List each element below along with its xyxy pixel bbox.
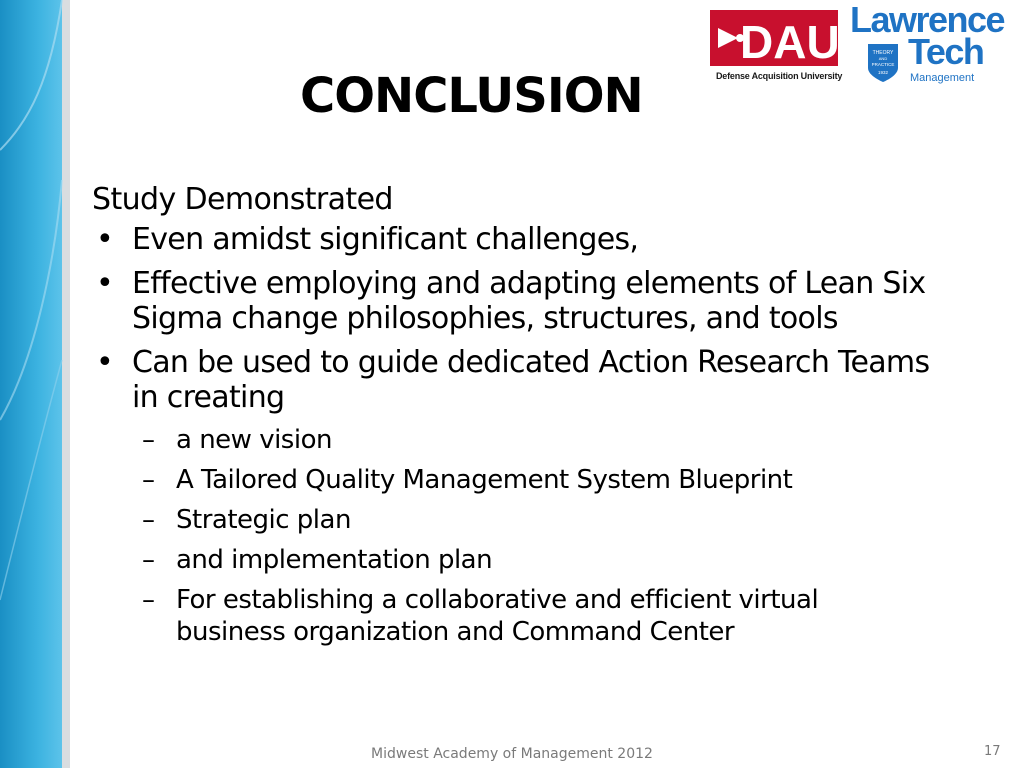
bullet-mark: • [96,345,113,380]
slide-content [92,182,1002,656]
ltu-subtitle: Management [910,72,975,84]
sub-bullet-text: a new vision [176,425,332,455]
footer-text: Midwest Academy of Management 2012 [371,746,653,762]
seal-text-1: THEORY [872,50,894,56]
dau-logo [710,8,843,84]
dash-mark: – [142,545,155,575]
bullet-item [92,266,1002,336]
bullet-text: Even amidst significant challenges, [132,222,639,257]
sub-bullet-item [92,544,1002,576]
dash-mark: – [142,425,155,455]
slide-title: CONCLUSION [300,68,643,124]
ltu-wordmark-bottom: Tech [908,31,984,72]
seal-text-3: PRACTICE [871,62,895,67]
sub-bullet-item [92,464,1002,496]
bullet-item [92,222,1002,257]
bullet-text: Effective employing and adapting elements of Lean Six [132,266,926,301]
sub-bullet-item [92,504,1002,536]
sub-bullet-text: business organization and Command Center [176,617,735,647]
decorative-side-bar [0,0,70,768]
dau-caption: Defense Acquisition University [716,71,843,81]
bullet-item [92,345,1002,415]
bullet-mark: • [96,266,113,301]
page-number: 17 [984,744,1001,759]
dau-letters: DAU [740,16,840,68]
ltu-wordmark-top: Lawrence [850,0,1005,40]
bullet-text: in creating [132,380,285,415]
ltu-seal-icon [866,42,900,84]
header-logos [710,0,1010,88]
sub-bullet-item [92,584,1002,648]
dash-mark: – [142,505,155,535]
bullet-mark: • [96,222,113,257]
dash-mark: – [142,585,155,615]
bullet-text: Can be used to guide dedicated Action Research Teams [132,345,930,380]
seal-text-2: AND [878,56,888,61]
sub-bullet-text: A Tailored Quality Management System Blueprint [176,465,793,495]
dash-mark: – [142,465,155,495]
sub-bullet-item [92,424,1002,456]
section-heading: Study Demonstrated [92,182,393,217]
seal-text-4: 1932 [877,70,889,75]
bullet-text: Sigma change philosophies, structures, and tools [132,301,838,336]
sub-bullet-text: and implementation plan [176,545,493,575]
lawrence-tech-logo [850,0,1010,88]
sub-bullet-text: For establishing a collaborative and efficient virtual [176,585,819,615]
sub-bullet-text: Strategic plan [176,505,351,535]
